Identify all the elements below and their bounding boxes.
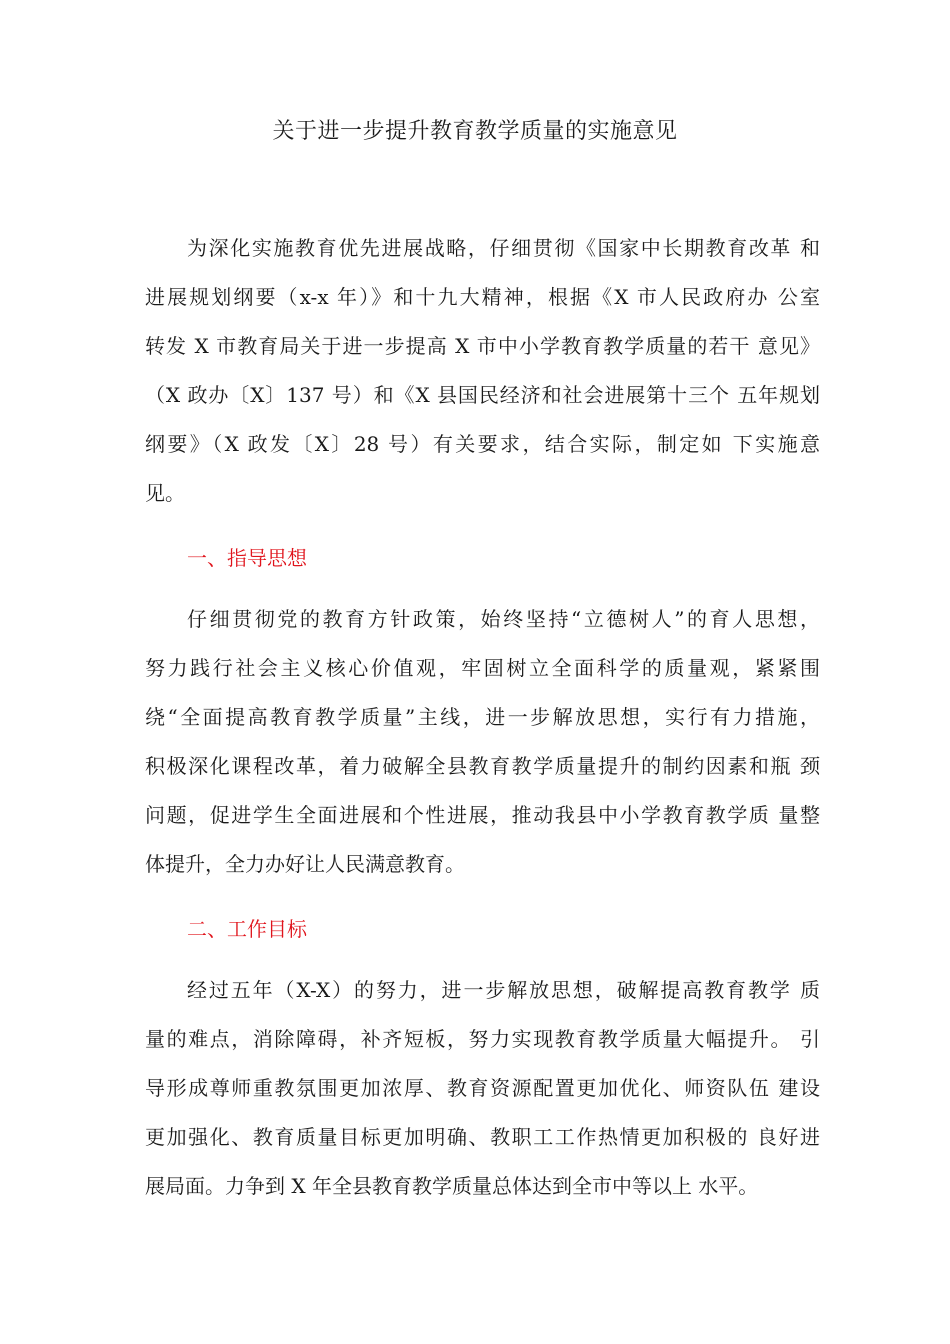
paragraph-line: 积极深化课程改革，着力破解全县教育教学质量提升的制约因素和瓶 颈 bbox=[145, 754, 820, 778]
paragraph-line: 经过五年（X-X）的努力，进一步解放思想，破解提高教育教学 质 bbox=[187, 978, 820, 1002]
paragraph-line: 纲要》（X 政发〔X〕28 号）有关要求，结合实际，制定如 下实施意 bbox=[145, 432, 820, 456]
paragraph-line: 绕“全面提高教育教学质量”主线，进一步解放思想，实行有力措施， bbox=[145, 705, 820, 729]
paragraph-line: 努力践行社会主义核心价值观，牢固树立全面科学的质量观，紧紧围 bbox=[145, 656, 820, 680]
paragraph-line: 转发 X 市教育局关于进一步提高 X 市中小学教育教学质量的若干 意见》 bbox=[145, 334, 820, 358]
paragraph-line: 导形成尊师重教氛围更加浓厚、教育资源配置更加优化、师资队伍 建设 bbox=[145, 1076, 820, 1100]
guiding-ideology-paragraph bbox=[145, 595, 820, 889]
paragraph-line: 为深化实施教育优先进展战略，仔细贯彻《国家中长期教育改革 和 bbox=[187, 236, 820, 260]
paragraph-line: 见。 bbox=[145, 481, 185, 505]
intro-paragraph bbox=[145, 224, 820, 518]
work-goals-paragraph bbox=[145, 966, 820, 1211]
paragraph-line: 展局面。力争到 X 年全县教育教学质量总体达到全市中等以上 水平。 bbox=[145, 1174, 759, 1198]
paragraph-line: （X 政办〔X〕137 号）和《X 县国民经济和社会进展第十三个 五年规划 bbox=[145, 383, 820, 407]
paragraph-line: 进展规划纲要（x-x 年）》和十九大精神，根据《X 市人民政府办 公室 bbox=[145, 285, 820, 309]
paragraph-line: 问题，促进学生全面进展和个性进展，推动我县中小学教育教学质 量整 bbox=[145, 803, 820, 827]
document-title: 关于进一步提升教育教学质量的实施意见 bbox=[272, 119, 678, 144]
paragraph-line: 更加强化、教育质量目标更加明确、教职工工作热情更加积极的 良好进 bbox=[145, 1125, 820, 1149]
section-heading-guiding-ideology: 一、指导思想 bbox=[187, 546, 307, 570]
section-heading-work-goals: 二、工作目标 bbox=[187, 917, 307, 941]
paragraph-line: 体提升，全力办好让人民满意教育。 bbox=[145, 852, 465, 876]
paragraph-line: 仔细贯彻党的教育方针政策，始终坚持“立德树人”的育人思想， bbox=[187, 607, 820, 631]
paragraph-line: 量的难点，消除障碍，补齐短板，努力实现教育教学质量大幅提升。 引 bbox=[145, 1027, 820, 1051]
